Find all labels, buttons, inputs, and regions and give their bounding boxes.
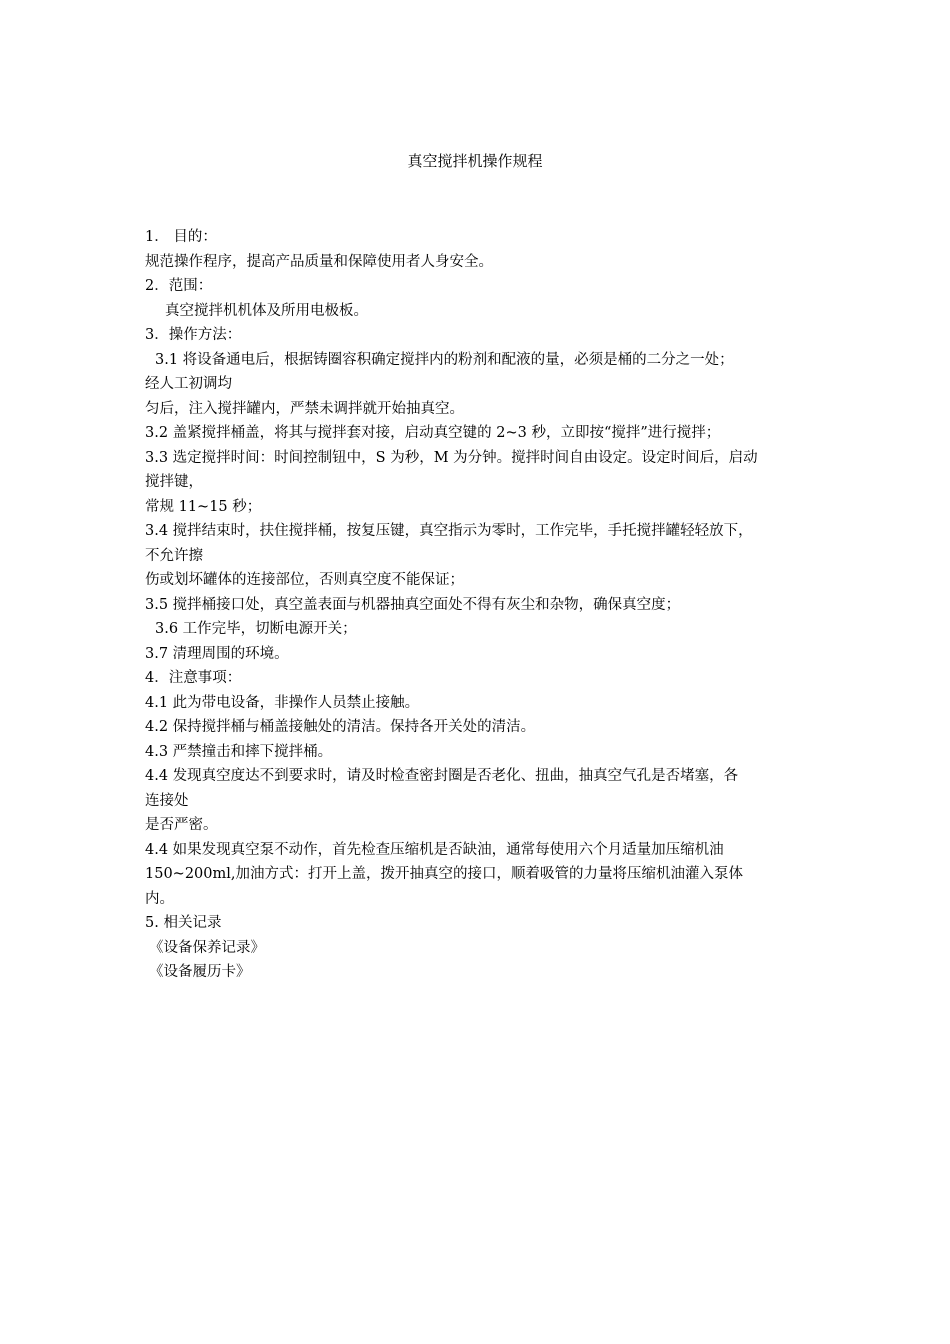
paragraph-line: 3.3 选定搅拌时间：时间控制钮中，S 为秒，M 为分钟。搅拌时间自由设定。设定时间后，启动 <box>145 449 758 466</box>
record-item: 《设备履历卡》 <box>149 964 251 980</box>
section-heading-operation: 3．操作方法： <box>145 327 242 343</box>
paragraph-line: 常规 11~15 秒； <box>145 498 262 515</box>
paragraph-line: 4.1 此为带电设备，非操作人员禁止接触。 <box>145 694 420 711</box>
paragraph-line: 经人工初调均 <box>145 376 232 392</box>
paragraph-line: 内。 <box>145 890 174 907</box>
section-heading-notes: 4．注意事项： <box>145 670 242 686</box>
paragraph-line: 匀后，注入搅拌罐内，严禁未调拌就开始抽真空。 <box>145 400 464 417</box>
document-title: 真空搅拌机操作规程 <box>407 152 543 170</box>
paragraph-line: 3.4 搅拌结束时，扶住搅拌桶，按复压键，真空指示为零时，工作完毕，手托搅拌罐轻轻放下， <box>145 523 753 539</box>
paragraph-line: 4.4 发现真空度达不到要求时，请及时检查密封圈是否老化、扭曲，抽真空气孔是否堵塞，各 <box>145 768 739 784</box>
paragraph-line: 4.2 保持搅拌桶与桶盖接触处的清洁。保持各开关处的清洁。 <box>145 719 536 735</box>
paragraph-line: 规范操作程序，提高产品质量和保障使用者人身安全。 <box>145 253 493 270</box>
paragraph-line: 真空搅拌机机体及所用电极板。 <box>165 302 368 319</box>
section-heading-purpose: 1． 目的： <box>145 229 217 245</box>
paragraph-line: 不允许擦 <box>145 547 203 564</box>
paragraph-line: 搅拌键， <box>145 474 203 490</box>
paragraph-line: 3.6 工作完毕，切断电源开关； <box>155 621 357 637</box>
record-item: 《设备保养记录》 <box>149 939 265 956</box>
paragraph-line: 4.4 如果发现真空泵不动作，首先检查压缩机是否缺油，通常每使用六个月适量加压缩机油 <box>145 841 724 858</box>
section-heading-scope: 2．范围： <box>145 278 213 294</box>
paragraph-line: 150~200ml,加油方式：打开上盖，拨开抽真空的接口，顺着吸管的力量将压缩机油灌入泵体 <box>145 866 743 882</box>
paragraph-line: 3.2 盖紧搅拌桶盖，将其与搅拌套对接，启动真空键的 2~3 秒，立即按“搅拌”进行搅拌； <box>145 425 721 441</box>
paragraph-line: 伤或划坏罐体的连接部位，否则真空度不能保证； <box>145 572 464 588</box>
paragraph-line: 连接处 <box>145 792 189 809</box>
paragraph-line: 3.5 搅拌桶接口处，真空盖表面与机器抽真空面处不得有灰尘和杂物，确保真空度； <box>145 596 681 613</box>
section-heading-records: 5. 相关记录 <box>145 915 222 931</box>
paragraph-line: 4.3 严禁撞击和摔下搅拌桶。 <box>145 743 333 760</box>
paragraph-line: 3.1 将设备通电后，根据铸圈容积确定搅拌内的粉剂和配液的量，必须是桶的二分之一处； <box>155 351 734 368</box>
paragraph-line: 是否严密。 <box>145 817 218 833</box>
paragraph-line: 3.7 清理周围的环境。 <box>145 645 289 662</box>
document-body <box>145 225 810 985</box>
